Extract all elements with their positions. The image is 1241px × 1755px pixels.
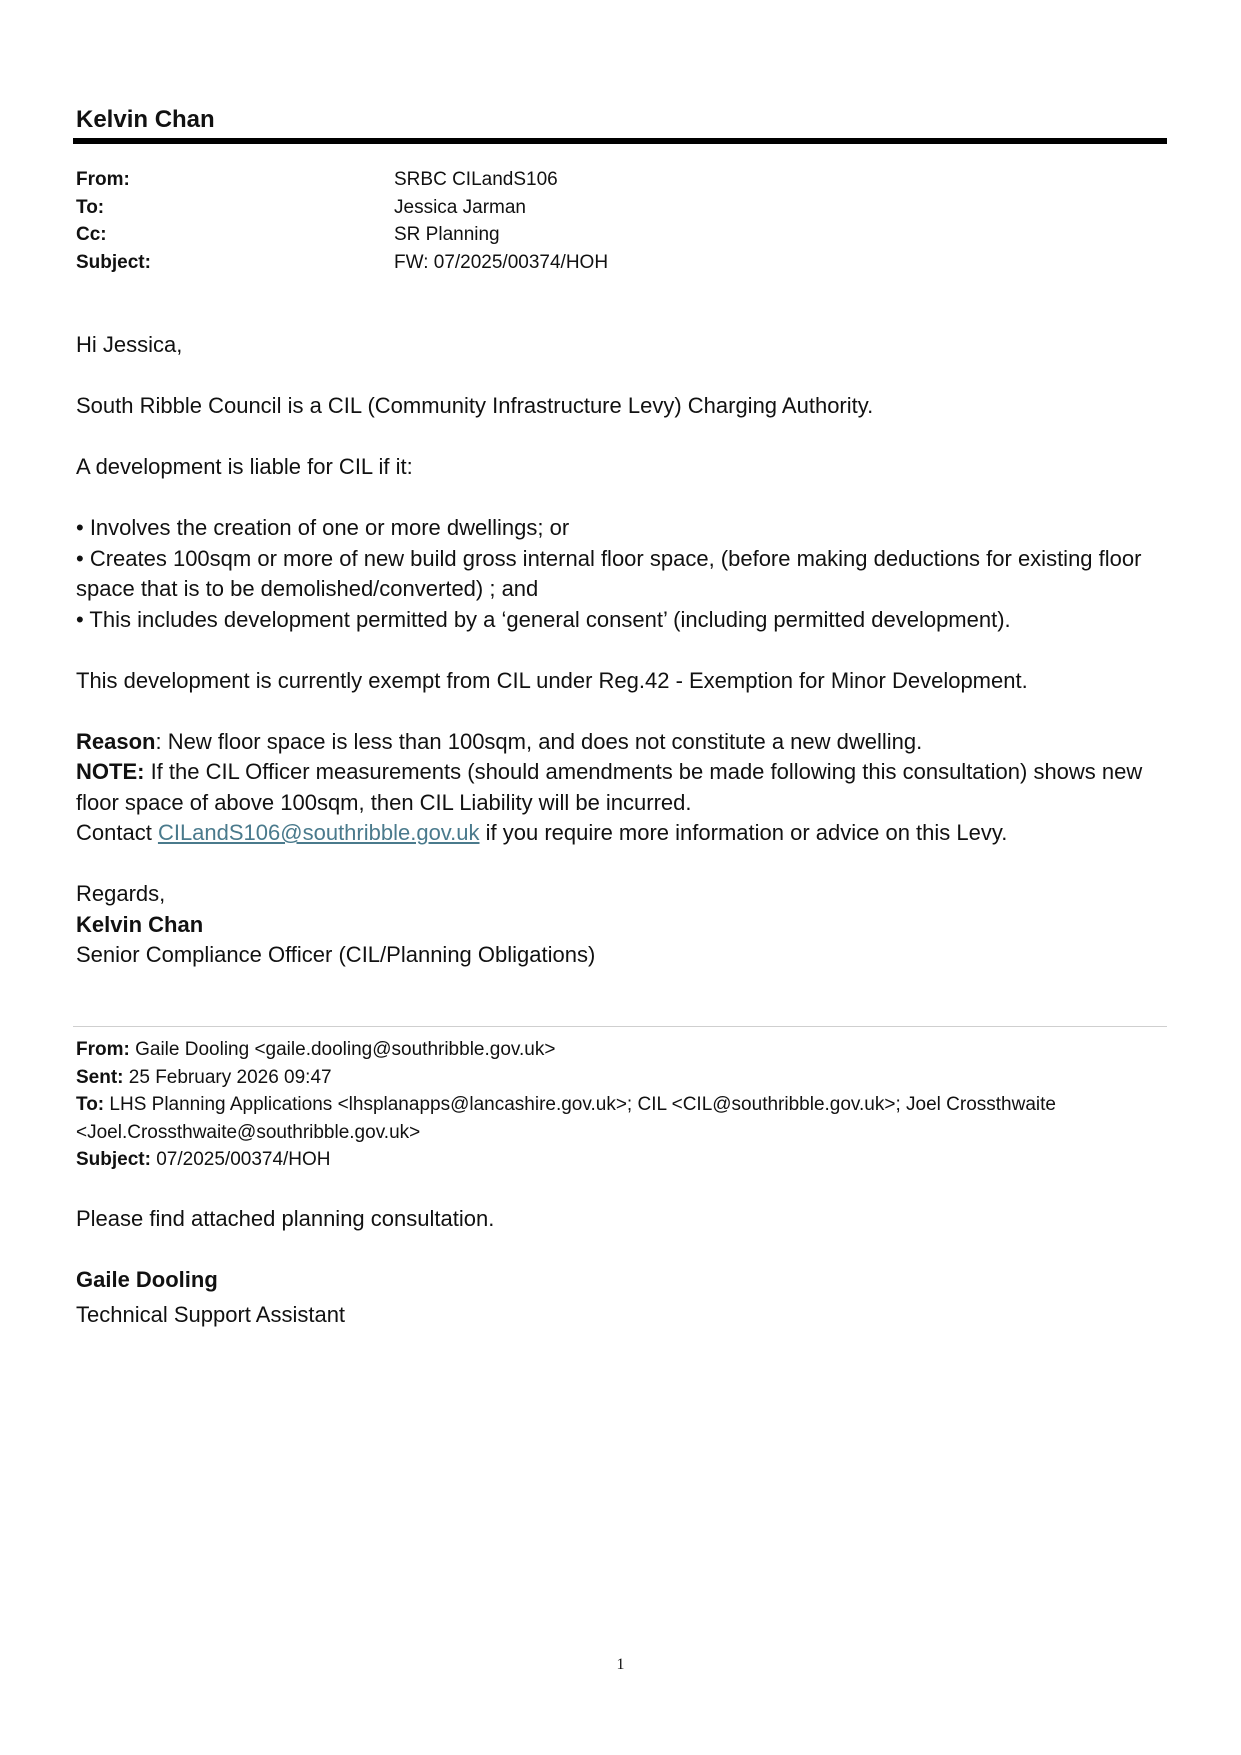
from-value: SRBC CILandS106	[394, 169, 558, 190]
forwarded-subject-value: 07/2025/00374/HOH	[150, 1149, 331, 1170]
to-value: Jessica Jarman	[394, 196, 526, 218]
signature-role: Senior Compliance Officer (CIL/Planning Obligations)	[76, 942, 596, 967]
greeting: Hi Jessica,	[76, 332, 183, 357]
regards: Regards,	[76, 881, 166, 906]
cc-value: SR Planning	[394, 224, 500, 245]
forwarded-sent-value: 25 February 2026 09:47	[123, 1066, 332, 1088]
to-label: To:	[76, 196, 105, 218]
forward-divider	[73, 1026, 1167, 1027]
note-line	[76, 757, 1168, 818]
forwarded-to	[76, 1091, 1168, 1146]
forwarded-subject-label: Subject:	[76, 1149, 151, 1170]
forwarded-message: Please find attached planning consultation.	[76, 1206, 495, 1231]
title-divider	[73, 138, 1167, 144]
forwarded-sent-label: Sent:	[76, 1066, 124, 1088]
bullet-dwellings: • Involves the creation of one or more dwellings; or	[76, 515, 570, 540]
sender-title: Kelvin Chan	[76, 106, 215, 133]
signature-name: Kelvin Chan	[76, 911, 204, 937]
bullet-general-consent: • This includes development permitted by a ‘general consent’ (including permitted development).	[76, 606, 1011, 632]
reason-text: : New floor space is less than 100sqm, and does not constitute a new dwelling.	[155, 728, 923, 754]
forwarded-subject	[76, 1146, 1168, 1174]
subject-label: Subject:	[76, 251, 151, 273]
forwarded-signature-name: Gaile Dooling	[76, 1267, 218, 1292]
paragraph-liability-intro: A development is liable for CIL if it:	[76, 454, 413, 479]
forwarded-from	[76, 1036, 1168, 1064]
forwarded-body	[76, 1204, 1168, 1330]
reason-line	[76, 727, 1168, 758]
forwarded-signature-role: Technical Support Assistant	[76, 1301, 346, 1327]
email-body	[76, 330, 1168, 971]
contact-suffix: if you require more information or advice on this Levy.	[479, 820, 1008, 845]
paragraph-exemption: This development is currently exempt from CIL under Reg.42 - Exemption for Minor Development.	[76, 667, 1028, 693]
note-text: If the CIL Officer measurements (should amendments be made following this consultation) shows new floor space of above 100sqm, then CIL Liability will be incurred.	[76, 759, 1143, 815]
contact-line	[76, 818, 1168, 849]
forwarded-to-value: LHS Planning Applications <lhsplanapps@lancashire.gov.uk>; CIL <CIL@southribble.gov.uk>; Joel Crossthwaite <Joel.Crossthwaite@southribble.gov.uk>	[76, 1094, 1056, 1143]
subject-value: FW: 07/2025/00374/HOH	[394, 251, 609, 273]
cc-label: Cc:	[76, 224, 107, 245]
paragraph-cil-authority: South Ribble Council is a CIL (Community Infrastructure Levy) Charging Authority.	[76, 393, 874, 418]
forwarded-to-label: To:	[76, 1094, 105, 1115]
bullet-floor-space: • Creates 100sqm or more of new build gross internal floor space, (before making deductions for existing floor space that is to be demolished/converted) ; and	[76, 545, 1142, 601]
forwarded-from-value: Gaile Dooling <gaile.dooling@southribble.gov.uk>	[129, 1039, 556, 1060]
contact-prefix: Contact	[76, 820, 158, 845]
forwarded-sent	[76, 1064, 1168, 1092]
page-number: 1	[616, 1656, 625, 1673]
reason-label: Reason	[76, 728, 156, 754]
from-label: From:	[76, 169, 130, 190]
forwarded-from-label: From:	[76, 1039, 130, 1060]
forwarded-header	[76, 1036, 1168, 1174]
contact-email-link[interactable]: CILandS106@southribble.gov.uk	[157, 820, 480, 845]
note-label: NOTE:	[76, 759, 145, 784]
